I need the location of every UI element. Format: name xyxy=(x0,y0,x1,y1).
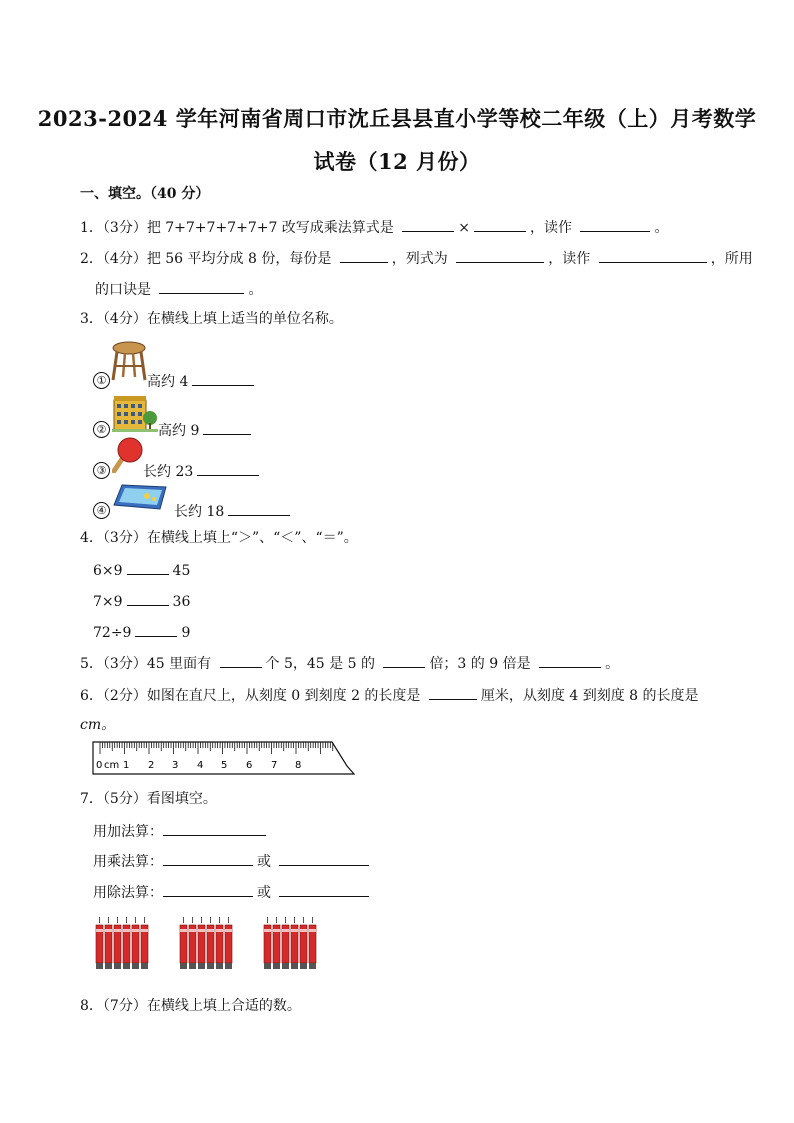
q7-mul-blank-1[interactable] xyxy=(163,851,253,866)
q4-row-1-right: 45 xyxy=(172,563,191,579)
section-heading: 一、填空。（40 分） xyxy=(80,186,210,202)
q3-item-4-text: 长约 18 xyxy=(174,504,225,520)
q5-blank-1[interactable] xyxy=(220,653,262,668)
q3-item-3-row xyxy=(143,461,263,481)
pencil-icon xyxy=(225,917,232,969)
q7-mul-blank-2[interactable] xyxy=(279,851,369,866)
q1-end: 。 xyxy=(654,220,669,236)
q4-row-2-blank[interactable] xyxy=(127,591,169,606)
q3-item-3-blank[interactable] xyxy=(197,461,259,476)
q4-row-1-left: 6×9 xyxy=(93,563,123,579)
q7-div-label: 用除法算： xyxy=(93,885,163,901)
q2-blank-4[interactable] xyxy=(159,279,244,294)
paper-title-line-1: 2023-2024 学年河南省周口市沈丘县县直小学等校二年级（上）月考数学 xyxy=(37,106,757,131)
pencil-icon xyxy=(207,917,214,969)
pencil-icon xyxy=(114,917,121,969)
ruler-label-0: 0 xyxy=(96,760,103,771)
q3-item-2 xyxy=(93,420,113,438)
paper-title-line-2: 试卷（12 月份） xyxy=(313,149,481,174)
ruler-label-4: 4 xyxy=(197,760,204,771)
q5-mid-2: 倍；3 的 9 倍是 xyxy=(429,656,531,672)
ruler-label-5: 5 xyxy=(221,760,228,771)
q3-item-1 xyxy=(93,371,113,389)
question-2 xyxy=(80,248,753,268)
question-4: 4．（3分）在横线上填上“＞”、“＜”、“＝”。 xyxy=(80,530,358,546)
q3-item-1-text: 高约 4 xyxy=(147,374,189,390)
q4-row-3-left: 72÷9 xyxy=(93,625,132,641)
q1-blank-2[interactable] xyxy=(474,217,526,232)
q3-item-3-text: 长约 23 xyxy=(143,464,194,480)
q3-item-2-blank[interactable] xyxy=(203,420,251,435)
ruler-label-1: 1 xyxy=(123,760,130,771)
q6-mid: 厘米，从刻度 4 到刻度 8 的长度是 xyxy=(480,688,699,704)
q6-unit: cm。 xyxy=(80,717,116,733)
q7-add-label: 用加法算： xyxy=(93,824,163,840)
ruler-label-cm: cm xyxy=(104,760,120,771)
q7-div-row xyxy=(93,882,373,902)
pencil-icon xyxy=(96,917,103,969)
q2-line2: 的口诀是 xyxy=(95,282,151,298)
q3-item-4-row xyxy=(174,501,294,521)
q4-row-1 xyxy=(93,560,190,580)
q3-item-1-blank[interactable] xyxy=(192,371,254,386)
q3-item-4-num: ④ xyxy=(93,502,110,519)
q1-text: 1．（3分）把 7+7+7+7+7+7 改写成乘法算式是 xyxy=(80,220,394,236)
q7-add-row xyxy=(93,821,270,841)
q2-formula: ，列式为 xyxy=(391,251,448,267)
pencil-icon xyxy=(273,917,280,969)
pencil-icon xyxy=(141,917,148,969)
q5-blank-3[interactable] xyxy=(539,653,601,668)
q3-item-2-num: ② xyxy=(93,421,110,438)
q3-item-4 xyxy=(93,501,113,519)
q1-times: × xyxy=(458,220,470,236)
ping-pong-paddle-icon xyxy=(112,437,144,473)
ruler-label-3: 3 xyxy=(172,760,179,771)
q3-item-2-text: 高约 9 xyxy=(158,423,200,439)
q2-text: 2．（4分）把 56 平均分成 8 份，每份是 xyxy=(80,251,332,267)
pencil-icon xyxy=(132,917,139,969)
q5-mid-1: 个 5，45 是 5 的 xyxy=(265,656,375,672)
q4-row-2-left: 7×9 xyxy=(93,594,123,610)
q7-mul-row xyxy=(93,851,373,871)
question-7: 7．（5分）看图填空。 xyxy=(80,791,217,807)
pencil-icon xyxy=(123,917,130,969)
q2-blank-2[interactable] xyxy=(456,248,544,263)
q7-mul-label: 用乘法算： xyxy=(93,854,163,870)
pencil-icon xyxy=(291,917,298,969)
pencil-icon xyxy=(105,917,112,969)
q3-item-3 xyxy=(93,461,113,479)
q5-end: 。 xyxy=(605,656,620,672)
q5-text: 5．（3分）45 里面有 xyxy=(80,656,212,672)
q7-div-blank-2[interactable] xyxy=(279,882,369,897)
q7-div-or: 或 xyxy=(257,885,271,901)
q1-blank-3[interactable] xyxy=(580,217,650,232)
pencil-case-icon xyxy=(112,483,168,511)
q5-blank-2[interactable] xyxy=(383,653,425,668)
question-6 xyxy=(80,685,699,705)
q7-div-blank-1[interactable] xyxy=(163,882,253,897)
pencil-icon xyxy=(180,917,187,969)
q7-mul-or: 或 xyxy=(257,854,271,870)
q2-end: 。 xyxy=(248,282,263,298)
q4-row-1-blank[interactable] xyxy=(127,560,169,575)
question-3: 3．（4分）在横线上填上适当的单位名称。 xyxy=(80,311,343,327)
q3-item-1-row xyxy=(147,371,258,391)
question-1 xyxy=(80,217,668,237)
q1-blank-1[interactable] xyxy=(402,217,454,232)
q7-add-blank[interactable] xyxy=(163,821,266,836)
q3-item-3-num: ③ xyxy=(93,462,110,479)
q1-read: ，读作 xyxy=(530,220,572,236)
pencil-groups-image xyxy=(92,915,332,973)
pencil-icon xyxy=(300,917,307,969)
ruler-label-2: 2 xyxy=(148,760,155,771)
q6-text: 6．（2分）如图在直尺上，从刻度 0 到刻度 2 的长度是 xyxy=(80,688,421,704)
q6-blank-1[interactable] xyxy=(429,685,477,700)
q4-row-3-blank[interactable] xyxy=(135,622,177,637)
q3-item-2-row xyxy=(158,420,255,440)
q3-item-1-num: ① xyxy=(93,372,110,389)
q2-blank-1[interactable] xyxy=(340,248,388,263)
ruler-image xyxy=(92,740,358,776)
ruler-label-7: 7 xyxy=(271,760,278,771)
stool-icon xyxy=(111,341,147,381)
q4-row-3 xyxy=(93,622,190,642)
q3-item-4-blank[interactable] xyxy=(228,501,290,516)
question-5 xyxy=(80,653,619,673)
question-2-line-2 xyxy=(95,279,262,299)
q4-row-2 xyxy=(93,591,190,611)
ruler-label-8: 8 xyxy=(295,760,302,771)
pencil-icon xyxy=(198,917,205,969)
pencil-icon xyxy=(264,917,271,969)
pencil-icon xyxy=(189,917,196,969)
pencil-icon xyxy=(309,917,316,969)
building-icon xyxy=(112,394,158,432)
q2-read: ，读作 xyxy=(548,251,591,267)
ruler-label-6: 6 xyxy=(246,760,253,771)
q2-blank-3[interactable] xyxy=(599,248,707,263)
pencil-icon xyxy=(282,917,289,969)
pencil-icon xyxy=(216,917,223,969)
q4-row-2-right: 36 xyxy=(172,594,191,610)
q4-row-3-right: 9 xyxy=(181,625,191,641)
q2-used: ，所用 xyxy=(710,251,753,267)
question-8: 8．（7分）在横线上填上合适的数。 xyxy=(80,998,301,1014)
